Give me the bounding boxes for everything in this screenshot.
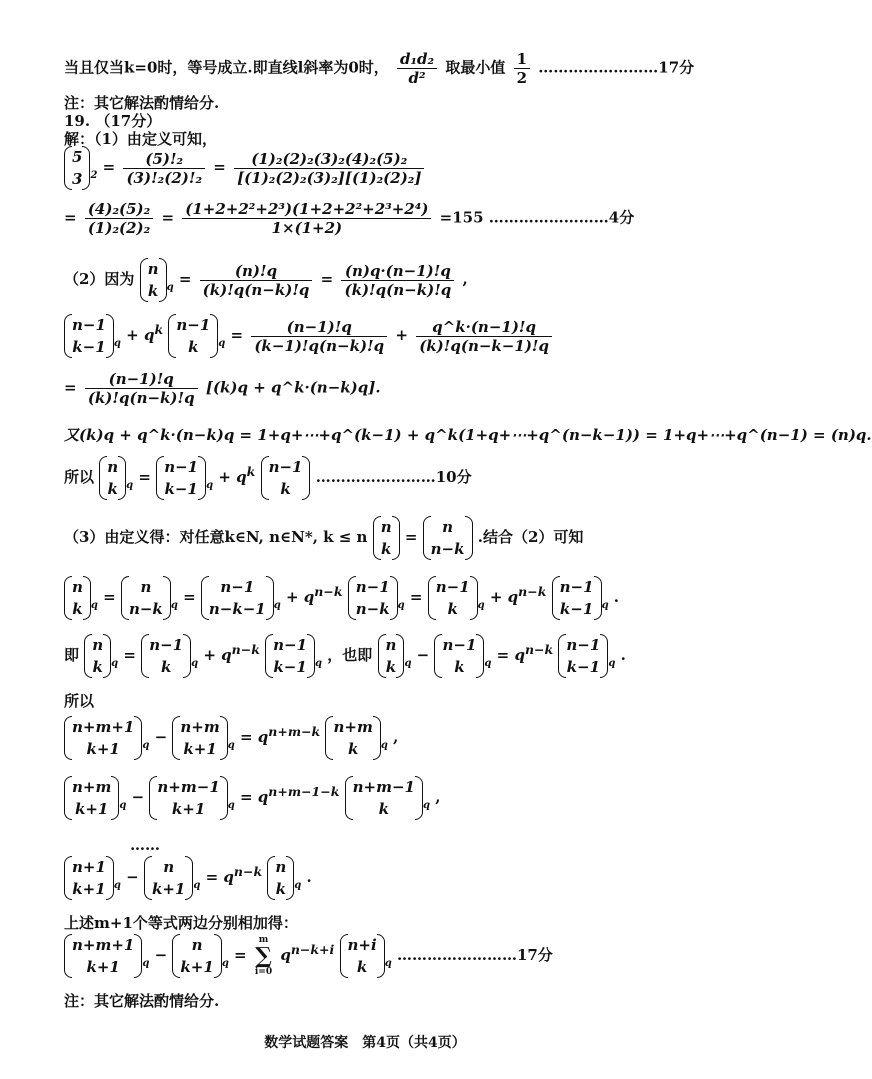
solution-part1-label: 解：（1）由定义可知， bbox=[64, 130, 217, 148]
denominator: (k)!q(n−k)!q bbox=[87, 389, 195, 407]
binom: n−1 k bbox=[141, 634, 191, 678]
binom: n−1 k−1 bbox=[156, 456, 206, 500]
part3-so-label: 所以 bbox=[64, 692, 95, 710]
part3-final: n+m+1 k+1 $_q$ − n k+1 $_q$ = m ∑ i=0 $q^{n-k+i}$ n+i k $_q$ ……………………17分 bbox=[64, 934, 553, 978]
binom: n k bbox=[84, 634, 111, 678]
note-top: 注：其它解法酌情给分. bbox=[64, 94, 220, 112]
frac bbox=[416, 318, 552, 355]
denominator: 1×(1+2) bbox=[271, 219, 343, 237]
text: ，也即 bbox=[327, 646, 373, 664]
frac bbox=[200, 262, 313, 299]
part2-eq3: = $\frac{(n-1)!q}{(k)!q(n-k)!q}$ [(k)q + q^k·(n−k)q]. bbox=[64, 370, 381, 407]
binom: n k bbox=[64, 576, 91, 620]
ellipsis: …… bbox=[130, 836, 160, 854]
frac bbox=[251, 318, 387, 355]
part3-eq2: 即 n k $_q$ = n−1 k $_q + q^{n-k}$ n−1 k−1 $_q$ ，也即 n k $_q$ − n−1 k $_q = q^{n-k}$ n−1 k−1 $_q$ . bbox=[64, 636, 626, 676]
binom: n+m k+1 bbox=[64, 776, 119, 820]
binom: n+m k+1 bbox=[172, 716, 227, 760]
denominator: (3)!₂(2)!₂ bbox=[126, 168, 203, 187]
binom-n-k: n k bbox=[140, 258, 167, 302]
text: 即 bbox=[64, 646, 80, 664]
score-mark: ……………………17分 bbox=[538, 58, 695, 77]
part2-label: （2）因为 bbox=[64, 270, 135, 288]
numerator: (1+2+2²+2³)(1+2+2²+2³+2⁴) bbox=[182, 200, 431, 219]
denominator: 2 bbox=[516, 69, 528, 87]
numerator: 1 bbox=[514, 50, 530, 69]
part3-sum-eq2: n+m k+1 $_q$ − n+m−1 k+1 $_q = q^{n+m-1-k}$ n+m−1 k $_q$ , bbox=[64, 776, 440, 820]
binom: n n−k bbox=[121, 576, 171, 620]
part3-intro: （3）由定义得：对任意k∈N, n∈N*, k ≤ n n k = n n−k .结合（2）可知 bbox=[64, 518, 584, 558]
denominator: (k)!q(n−k−1)!q bbox=[419, 336, 549, 355]
note-bottom: 注：其它解法酌情给分. bbox=[64, 992, 220, 1010]
text: 所以 bbox=[64, 468, 95, 486]
binom: n−1 n−k bbox=[348, 576, 398, 620]
question-19-header: 19. （17分） bbox=[64, 112, 162, 130]
frac bbox=[341, 262, 454, 299]
text: （3）由定义得：对任意k∈N, n∈N*, k ≤ n bbox=[64, 528, 368, 546]
numerator: (4)₂(5)₂ bbox=[85, 200, 153, 219]
frac bbox=[182, 200, 431, 237]
part2-conclusion: 所以 n k $_q$ = n−1 k−1 $_q + q^k$ n−1 k ……………………10分 bbox=[64, 458, 472, 498]
part2-eq4: 又(k)q + q^k·(n−k)q = 1+q+⋯+q^(k−1) + q^k(1+q+⋯+q^(n−k−1)) = 1+q+⋯+q^(n−1) = (n)q. bbox=[64, 426, 872, 444]
text: 当且仅当k=0时，等号成立.即直线l斜率为0时， bbox=[64, 58, 389, 77]
denominator: (k)!q(n−k)!q bbox=[344, 280, 452, 299]
binom: n k bbox=[373, 516, 400, 560]
binom: n+m−1 k+1 bbox=[149, 776, 227, 820]
binom: n k bbox=[267, 856, 294, 900]
binom: n+1 k+1 bbox=[64, 856, 114, 900]
denominator: [(1)₂(2)₂(3)₂][(1)₂(2)₂] bbox=[237, 168, 422, 187]
numerator: (1)₂(2)₂(3)₂(4)₂(5)₂ bbox=[234, 150, 424, 169]
numerator: d₁d₂ bbox=[397, 50, 437, 69]
denominator: (k)!q(n−k)!q bbox=[202, 280, 310, 299]
binom: n−1 k bbox=[434, 634, 484, 678]
page-footer: 数学试题答案 第4页（共4页） bbox=[264, 1035, 466, 1051]
part1-eq1: 5 3 $_2$ = $\frac{\text{(5)!₂}}{\text{(3)!₂(2)!₂}}$ = $\frac{\text{(1)₂(2)₂(3)₂(4)₂(5)₂}}{\text{[(1)₂(2)₂(3)₂][(1)₂(2)₂]}}$ bbox=[64, 146, 427, 190]
denominator: d² bbox=[408, 69, 426, 87]
binom: n+m−1 k bbox=[345, 776, 423, 820]
binom: n+m+1 k+1 bbox=[64, 934, 142, 978]
part3-add-text: 上述m+1个等式两边分别相加得： bbox=[64, 914, 298, 932]
numerator: (n−1)!q bbox=[251, 318, 387, 337]
denominator: (k−1)!q(n−k)!q bbox=[254, 336, 385, 355]
part3-sum-eq3: n+1 k+1 $_q$ − n k+1 $_q = q^{n-k}$ n k $_q$ . bbox=[64, 856, 312, 900]
fraction-one-half bbox=[514, 50, 530, 87]
binom: n−1 k−1 bbox=[265, 634, 315, 678]
binom: n−1 k bbox=[428, 576, 478, 620]
numerator: (n)!q bbox=[200, 262, 313, 281]
binom: n+i k bbox=[340, 934, 385, 978]
sum-upper: m bbox=[258, 935, 269, 945]
frac bbox=[234, 150, 424, 187]
part2-eq1: （2）因为 n k $_q$ = $\frac{(n)!q}{(k)!q(n-k)!q}$ = $\frac{(n)q\cdot(n-1)!q}{(k)!q(n-k)!q}$ , bbox=[64, 260, 468, 300]
binom: n−1 k bbox=[168, 314, 218, 358]
binom-5-3: 5 3 bbox=[64, 146, 90, 190]
binom: n−1 k−1 bbox=[558, 634, 608, 678]
sum-lower: i=0 bbox=[254, 967, 273, 977]
sum-symbol: m ∑ i=0 bbox=[254, 935, 273, 977]
binom: n k bbox=[99, 456, 126, 500]
binom: n−1 n−k−1 bbox=[201, 576, 274, 620]
result-score: =155 ……………………4分 bbox=[439, 208, 635, 227]
score-mark: ……………………10分 bbox=[315, 468, 472, 486]
part3-eq1: n k $_q$ = n n−k $_q$ = n−1 n−k−1 $_q + q^{n-k}$ n−1 n−k $_q$ = n−1 k $_q + q^{n-k}$ n−1 k−1 $_q$ . bbox=[64, 576, 619, 620]
binom: n k+1 bbox=[172, 934, 221, 978]
binom: n−1 k−1 bbox=[64, 314, 114, 358]
frac bbox=[85, 200, 153, 237]
denominator: (1)₂(2)₂ bbox=[87, 219, 151, 237]
text: [(k)q + q^k·(n−k)q]. bbox=[205, 378, 381, 397]
text: .结合（2）可知 bbox=[477, 528, 584, 546]
binom: n k+1 bbox=[144, 856, 193, 900]
text: 取最小值 bbox=[445, 58, 506, 77]
binom: n k bbox=[378, 634, 405, 678]
binom: n+m k bbox=[325, 716, 380, 760]
numerator: (n)q·(n−1)!q bbox=[341, 262, 454, 281]
score-mark: ……………………17分 bbox=[396, 946, 553, 964]
binom: n n−k bbox=[423, 516, 473, 560]
part3-sum-eq1: n+m+1 k+1 $_q$ − n+m k+1 $_q = q^{n+m-k}$ n+m k $_q$ , bbox=[64, 716, 398, 760]
binom: n−1 k−1 bbox=[552, 576, 602, 620]
binom: n+m+1 k+1 bbox=[64, 716, 142, 760]
part1-eq2: = $\frac{\text{(4)₂(5)₂}}{\text{(1)₂(2)₂}}$ = $\frac{\text{(1+2+2²+2³)(1+2+2²+2³+2⁴)}}{1\times(1+2)}$ =155 ……………………4分 bbox=[64, 200, 635, 237]
part2-eq2: n−1 k−1 $_q + q^k$ n−1 k $_q$ = $\frac{(n-1)!q}{(k-1)!q(n-k)!q}$ + $\frac{q\^{}k\cdot(n-1)!q}{(k)!q(n-k-1)!q}$ bbox=[64, 314, 555, 358]
line-equality-condition bbox=[64, 50, 694, 87]
fraction-d1d2-over-d2 bbox=[397, 50, 437, 87]
frac bbox=[85, 370, 198, 407]
numerator: (5)!₂ bbox=[123, 150, 205, 169]
binom: n−1 k bbox=[261, 456, 311, 500]
numerator: (n−1)!q bbox=[85, 370, 198, 389]
frac bbox=[123, 150, 205, 187]
numerator: q^k·(n−1)!q bbox=[416, 318, 552, 337]
